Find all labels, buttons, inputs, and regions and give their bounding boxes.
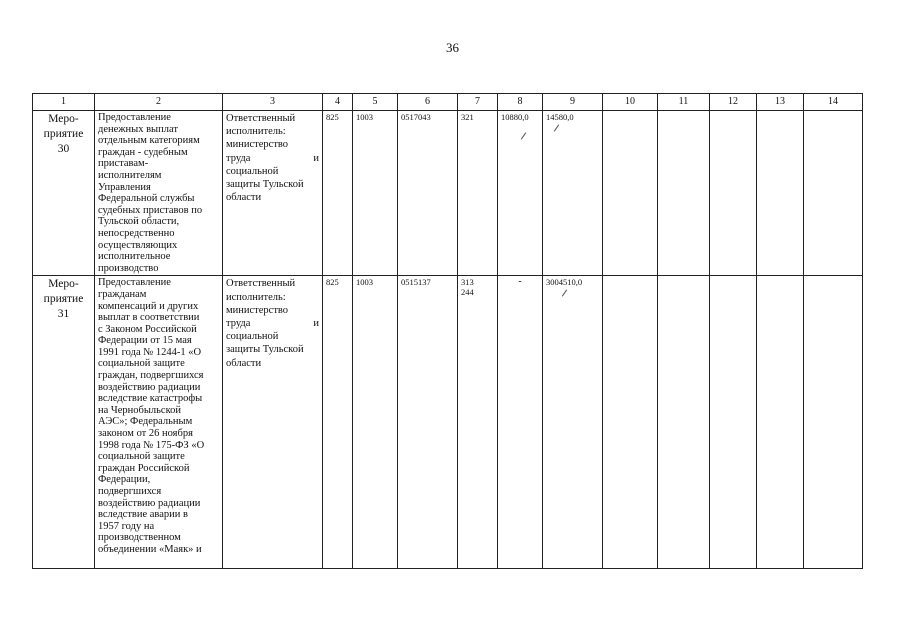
cell-col7 <box>458 276 498 569</box>
desc-line: гражданам <box>98 288 147 300</box>
cell-col7: 321 <box>458 111 498 276</box>
cell-col12 <box>710 276 757 569</box>
cell-col10 <box>603 276 658 569</box>
cell-col11 <box>658 111 710 276</box>
exec-word: труда <box>226 152 251 164</box>
desc-line: Федеральной службы <box>98 193 195 205</box>
table-row <box>33 276 863 569</box>
desc-line: законом от 26 ноября <box>98 428 193 440</box>
header-cell: 13 <box>757 94 804 111</box>
desc-line: судебных приставов по <box>98 204 203 216</box>
exec-line: области <box>226 357 262 369</box>
desc-line: вследствие аварии в <box>98 509 188 521</box>
desc-line: с Законом Российской <box>98 323 197 335</box>
exec-line: исполнитель: <box>226 291 286 303</box>
desc-line: Предоставление <box>98 277 171 289</box>
label-line: 30 <box>57 143 70 155</box>
header-cell: 7 <box>458 94 498 111</box>
desc-line: компенсаций и других <box>98 300 199 312</box>
label-line: 31 <box>57 308 70 321</box>
cell-value: 14580,0 <box>546 112 574 122</box>
desc-line: производство <box>98 262 159 274</box>
activity-label <box>33 111 95 276</box>
desc-line: Федерации, <box>98 474 151 486</box>
cell-col14 <box>804 276 863 569</box>
desc-line: воздействию радиации <box>98 497 201 509</box>
desc-line: на Чернобыльской <box>98 404 182 416</box>
cell-value: 3004510,0 <box>546 277 583 288</box>
label-line: приятие <box>43 293 84 306</box>
header-cell: 12 <box>710 94 757 111</box>
cell-value: 313 <box>461 277 474 288</box>
desc-line: АЭС»; Федеральным <box>98 416 193 428</box>
desc-line: приставам- <box>98 158 149 170</box>
cell-value: 10880,0 <box>501 112 529 122</box>
cell-col11 <box>658 276 710 569</box>
exec-line: Ответственный <box>226 113 296 124</box>
desc-line: непосредственно <box>98 227 175 239</box>
desc-line: осуществляющих <box>98 239 178 251</box>
desc-line: 1957 году на <box>98 520 155 532</box>
label-line: Меро- <box>48 113 79 125</box>
desc-line: производственном <box>98 532 181 544</box>
desc-line: исполнительное <box>98 251 171 263</box>
responsible-executor <box>223 111 323 276</box>
desc-line: Тульской области, <box>98 216 180 228</box>
exec-line: защиты Тульской <box>226 344 304 356</box>
cell-col4: 825 <box>323 111 353 276</box>
desc-line: воздействию радиации <box>98 381 201 393</box>
cell-col9 <box>543 276 603 569</box>
program-table <box>32 93 863 569</box>
desc-line: 1998 года № 175-ФЗ «О <box>98 439 205 451</box>
header-cell: 1 <box>33 94 95 111</box>
header-cell: 8 <box>498 94 543 111</box>
header-cell: 3 <box>223 94 323 111</box>
header-cell: 9 <box>543 94 603 111</box>
exec-line: защиты Тульской <box>226 179 304 191</box>
header-cell: 5 <box>353 94 398 111</box>
desc-line: Федерации от 15 мая <box>98 335 192 347</box>
table-row <box>33 111 863 276</box>
cell-value: 244 <box>461 287 474 298</box>
desc-line: вследствие катастрофы <box>98 393 203 405</box>
header-cell: 2 <box>95 94 223 111</box>
header-cell: 14 <box>804 94 863 111</box>
exec-line: области <box>226 192 262 204</box>
header-cell: 6 <box>398 94 458 111</box>
exec-line: Ответственный <box>226 278 296 290</box>
header-row <box>33 94 863 111</box>
handwritten-mark <box>546 287 599 317</box>
handwritten-mark <box>546 122 599 152</box>
desc-line: выплат в соответствии <box>98 312 200 324</box>
desc-line: 1991 года № 1244-1 «О <box>98 346 202 358</box>
cell-col6: 0515137 <box>398 276 458 569</box>
handwritten-mark <box>501 122 539 152</box>
exec-line: социальной <box>226 165 279 177</box>
cell-col9 <box>543 111 603 276</box>
activity-description <box>95 276 223 569</box>
responsible-executor <box>223 276 323 569</box>
exec-line: исполнитель: <box>226 126 286 138</box>
desc-line: объединении «Маяк» и <box>98 543 202 555</box>
header-cell: 11 <box>658 94 710 111</box>
exec-word: труда <box>226 317 251 329</box>
exec-line: социальной <box>226 331 279 343</box>
cell-col8: - <box>498 276 543 569</box>
label-line: приятие <box>43 128 84 140</box>
cell-col14 <box>804 111 863 276</box>
cell-col8 <box>498 111 543 276</box>
cell-col13 <box>757 276 804 569</box>
desc-line: Управления <box>98 181 151 193</box>
desc-line: социальной защите <box>98 358 185 370</box>
desc-line: граждан Российской <box>98 462 190 474</box>
cell-col5: 1003 <box>353 111 398 276</box>
header-cell: 4 <box>323 94 353 111</box>
label-line: Меро- <box>48 278 79 291</box>
desc-line: Предоставление <box>98 112 171 123</box>
exec-line: министерство <box>226 139 289 151</box>
exec-line: министерство <box>226 304 289 316</box>
cell-col6: 0517043 <box>398 111 458 276</box>
desc-line: отдельным категориям <box>98 135 200 147</box>
desc-line: денежных выплат <box>98 123 178 135</box>
header-cell: 10 <box>603 94 658 111</box>
cell-col13 <box>757 111 804 276</box>
exec-word: и <box>313 317 319 329</box>
desc-line: граждан, подвергшихся <box>98 370 204 382</box>
desc-line: подвергшихся <box>98 486 162 497</box>
page-number: 36 <box>446 40 459 55</box>
activity-description <box>95 111 223 276</box>
exec-line <box>226 317 319 330</box>
cell-col4: 825 <box>323 276 353 569</box>
cell-col5: 1003 <box>353 276 398 569</box>
cell-col12 <box>710 111 757 276</box>
exec-word: и <box>313 152 319 164</box>
exec-line <box>226 152 319 165</box>
desc-line: исполнителям <box>98 169 162 181</box>
desc-line: социальной защите <box>98 451 185 463</box>
cell-col10 <box>603 111 658 276</box>
desc-line: граждан - судебным <box>98 146 188 158</box>
activity-label <box>33 276 95 569</box>
